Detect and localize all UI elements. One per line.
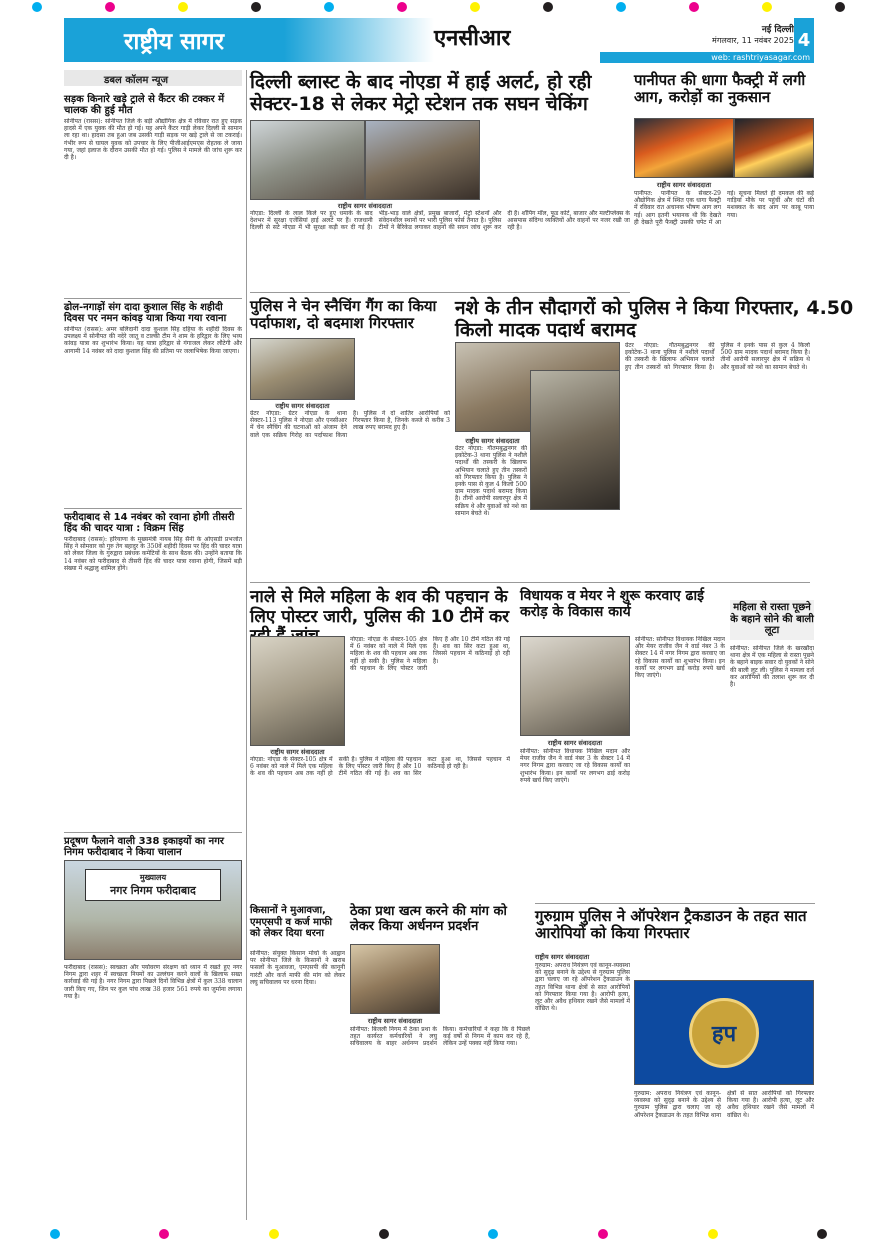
center-s6-caption: राष्ट्रीय सागर संवाददाता [367,1017,423,1025]
center-s1-body: नोएडा: दिल्ली के लाल किले पर हुए धमाके के बाद देशभर में सुरक्षा एजेंसियां हाई अलर्ट पर हैं। राजधानी दिल्ली से सटे नोएडा में भी सुरक्षा कड़ी कर दी गई है। भीड़-भाड़ वाले क्षेत्रों, प्रमुख बाजारों, मेट्रो स्टेशनों और संवेदनशील स्थानों पर भारी पुलिस फोर्स तैनात है। पुलिस टीमों ने बैरिकेड लगाकर वाहनों की सघन जांच शुरू कर दी है। शॉपिंग मॉल, फूड कोर्ट, बाजार और मल्टीप्लेक्स के आसपास संदिग्ध व्यक्तियों और वाहनों पर नजर रखी जा रही है। [250,210,630,232]
left-s2-title: ढोल-नगाड़ों संग दादा कुशाल सिंह के शहीदी दिवस पर नमन कांवड़ यात्रा किया गया रवाना [64,302,227,324]
page-number: 4 [794,18,814,62]
police-emblem-photo [634,980,814,1085]
center-s4-caption: राष्ट्रीय सागर संवाददाता [270,748,325,756]
paper-logo: राष्ट्रीय सागर [64,18,284,62]
center-s4-body: नोएडा: नोएडा के सेक्टर-105 क्षेत्र में 6 नवंबर को नाले में मिले एक महिला के शव की पहचान अब तक नहीं हो सकी है। पुलिस ने महिला की पहचान के लिए पोस्टर जारी किए हैं और 10 टीमें गठित की गई हैं। शव का सिर कटा हुआ था, जिससे पहचान में कठिनाई हो रही है। [250,756,510,778]
center-s3-title: नशे के तीन सौदागरों को पुलिस ने किया गिरफ्तार, 4.50 किलो मादक पदार्थ बरामद [455,297,854,341]
center-s4-body-top: नोएडा: नोएडा के सेक्टर-105 क्षेत्र में 6 नवंबर को नाले में मिले एक महिला के शव की पहचान अब तक नहीं हो सकी है। पुलिस ने महिला की पहचान के लिए पोस्टर जारी किए हैं और 10 टीमें गठित की गई हैं। शव का सिर कटा हुआ था, जिससे पहचान में कठिनाई हो रही है। [350,636,510,672]
right-s1-caption: राष्ट्रीय सागर संवाददाता [656,181,712,189]
center-s3-photo-2 [530,370,620,510]
center-s4-title: नाले से मिले महिला के शव की पहचान के लिए पोस्टर जारी, पुलिस की 10 टीमें कर [250,587,510,627]
bottom-color-strip [0,1226,877,1241]
divider [535,903,815,904]
masthead-meta [674,22,794,46]
right-s4-body-cont: गुरुग्राम: अपराध नियंत्रण एवं कानून-व्यवस्था को सुदृढ़ बनाने के उद्देश्य से गुरुग्राम पुलिस द्वारा चलाए जा रहे ऑपरेशन ट्रैकडाउन के तहत विभिन्न थाना क्षेत्रों से सात आरोपियों को गिरफ्तार किया गया है। आरोपी हत्या, लूट और अवैध हथियार रखने जैसे मामलों में वांछित थे। [634,1090,814,1119]
center-s6-body: सोनीपत: बिजली निगम में ठेका प्रथा के तहत कार्यरत कर्मचारियों ने लघु सचिवालय के बाहर अर्धनग्न प्रदर्शन किया। कर्मचारियों ने कहा कि वे पिछले कई वर्षों से निगम में काम कर रहे हैं, लेकिन उन्हें पक्का नहीं किया गया। [350,1026,530,1048]
divider [64,508,242,509]
left-s3-body: फरीदाबाद (रासस): हरियाणा के मुख्यमंत्री नायब सिंह सैनी के ओएसडी प्रभजोत सिंह ने सोमवार को गुरु तेग बहादुर के 350वें शहीदी दिवस पर हिंद की चादर यात्रा को लेकर जिला के गुरुद्वारा प्रबंधक कमेटियों के साथ बैठक की। उन्होंने बताया कि 14 नवंबर को फरीदाबाद से तीसरी हिंद की चादर यात्रा रवाना होगी, जिसमें बड़ी संख्या में श्रद्धालु शामिल होंगे। [64,536,242,572]
photo-sign: मुख्यालय नगर निगम फरीदाबाद [85,869,221,901]
right-s3-body: सोनीपत: सोनीपत जिले के खरखौदा थाना क्षेत्र में एक महिला से रास्ता पूछने के बहाने बाइक सवार दो युवकों ने सोने की बाली लूट ली। पुलिस ने मामला दर्ज कर आरोपियों की तलाश शुरू कर दी है। [730,645,814,689]
right-s1-title: पानीपत की धागा फैक्ट्री में लगी आग, करोड़ों का नुकसान [634,71,806,107]
date: मंगलवार, 11 नवंबर 2025 [712,36,794,45]
center-s2-caption: राष्ट्रीय सागर संवाददाता [275,402,330,410]
center-s5-body: सोनीपत: संयुक्त किसान मोर्चा के आह्वान पर सोनीपत जिले के किसानों ने खराब फसलों के मुआवजा, एमएसपी की कानूनी गारंटी और कर्ज माफी की मांग को लेकर लघु सचिवालय पर धरना दिया। [250,950,345,986]
center-s1-photo [250,120,365,200]
column-label: डबल कॉलम न्यूज [64,70,242,86]
center-s1-photo-2 [365,120,480,200]
left-s3-title: फरीदाबाद से 14 नवंबर को रवाना होगी तीसरी हिंद की चादर यात्रा : विक्रम सिंह [64,512,235,534]
right-s2-body: सोनीपत: सोनीपत विधायक निखिल मदान और मेयर राजीव जैन ने वार्ड नंबर 3 के सेक्टर 14 में नगर निगम द्वारा करवाए जा रहे विकास कार्यों का शुभारंभ किया। इन कार्यों पर लगभग ढाई करोड़ रुपये खर्च किए जाएंगे। [520,748,630,784]
section-title: एनसीआर [434,25,511,51]
center-s1-title: दिल्ली ब्लास्ट के बाद नोएडा में हाई अलर्ट, हो रही सेक्टर-18 से लेकर मेट्रो स्टेशन तक सघन चेकिंग [250,71,592,115]
left-s1-title: सड़क किनारे खड़े ट्राले से कैंटर की टक्कर में चालक की हुई मौत [64,94,225,116]
left-s2-body: सोनीपत (रासस): अमर बलिदानी दादा कुशाल सिंह दहिया के शहीदी दिवस के उपलक्ष्य में सोनीपत की नदेरे जातू व टाल्की टीम ने शाम के हरिद्वार के लिए भव्य कांवड़ यात्रा का शुभारंभ किया। यह यात्रा हरिद्वार से गंगाजल लेकर लौटेगी और आगामी 14 नवंबर को दादा कुशाल सिंह की प्रतिमा पर जलाभिषेक किया जाएगा। [64,326,242,355]
haryana-police-badge: हप [689,998,759,1068]
right-s4-body: गुरुग्राम: अपराध नियंत्रण एवं कानून-व्यवस्था को सुदृढ़ बनाने के उद्देश्य से गुरुग्राम पुलिस द्वारा चलाए जा रहे ऑपरेशन ट्रैकडाउन के तहत विभिन्न थाना क्षेत्रों से सात आरोपियों को गिरफ्तार किया गया है। आरोपी हत्या, लूट और अवैध हथियार रखने जैसे मामलों में वांछित थे। [535,962,630,1013]
left-s4-body: फरीदाबाद (रासस): स्वच्छता और पर्यावरण संरक्षण को ध्यान में रखते हुए नगर निगम द्वारा शहर में स्वच्छता नियमों का उल्लंघन करने वालों के खिलाफ सख्त कार्रवाई की गई है। नगर निगम द्वारा पिछले दिनों विभिन्न क्षेत्रों में कुल 338 चालान जारी किए गए, जिन पर कुल पांच लाख 38 हजार 561 रुपये का जुर्माना लगाया गया है। [64,964,242,1000]
center-s2-body: ग्रेटर नोएडा: ग्रेटर नोएडा के थाना सेक्टर-113 पुलिस ने नोएडा और एनसीआर में चेन स्नैचिंग की घटनाओं को अंजाम देने वाले एक सक्रिय गिरोह का पर्दाफाश किया है। पुलिस ने दो शातिर आरोपियों को गिरफ्तार किया है, जिनके कब्जे से करीब 3 लाख रुपए बरामद हुए हैं। [250,410,450,439]
right-s2-body-cont: सोनीपत: सोनीपत विधायक निखिल मदान और मेयर राजीव जैन ने वार्ड नंबर 3 के सेक्टर 14 में नगर निगम द्वारा करवाए जा रहे विकास कार्यों का शुभारंभ किया। इन कार्यों पर लगभग ढाई करोड़ रुपये खर्च किए जाएंगे। [635,636,725,680]
center-s5-title: किसानों ने मुआवजा, एमएसपी व कर्ज माफी को लेकर दिया धरना [250,905,333,939]
left-s1-body: सोनीपत (रासस): सोनीपत जिले के बड़ी औद्योगिक क्षेत्र में रविवार रात हुए सड़क हादसे में एक युवक की मौत हो गई। यह अपने कैंटर गाड़ी लेकर दिल्ली से सामान ला रहा था। हादसा तब हुआ जब उसकी गाड़ी सड़क पर खड़े ट्राले से जा टकराई। गंभीर रूप से घायल युवक को उपचार के लिए पीजीआईएमएस रोहतक ले जाया गया, जहां इलाज के दौरान उसकी मौत हो गई। पुलिस ने मामले की जांच शुरू कर दी है। [64,118,242,162]
divider [250,292,630,293]
center-s2-title: पुलिस ने चेन स्नैचिंग गैंग का किया पर्दाफाश, दो बदमाश गिरफ्तार [250,297,437,333]
right-s2-photo [520,636,630,736]
city: नई दिल्ली [761,25,794,35]
left-s4-photo [64,860,242,960]
right-s3-title-box [730,600,814,640]
center-s4-photo [250,636,345,746]
right-s4-title: गुरुग्राम पुलिस ने ऑपरेशन ट्रैकडाउन के तहत सात आरोपियों को किया गिरफ्तार [535,907,807,943]
center-s3-caption: राष्ट्रीय सागर संवाददाता [465,437,520,445]
column-rule [246,70,247,1220]
right-s2-title: विधायक व मेयर ने शुरू करवाए ढाई करोड़ के विकास कार्य [520,588,704,621]
center-s2-photo [250,338,355,400]
right-s2-caption: राष्ट्रीय सागर संवाददाता [547,739,603,747]
center-s1-caption: राष्ट्रीय सागर संवाददाता [337,202,393,210]
website: web: rashtriyasagar.com [600,52,814,63]
center-s3-body-cont: ग्रेटर नोएडा: गौतमबुद्धनगर की इकोटेक-3 थाना पुलिस ने नशीले पदार्थों की तस्करी के खिलाफ अभियान चलाते हुए तीन तस्करों को गिरफ्तार किया है। पुलिस ने इनके पास से कुल 4 किलो 500 ग्राम मादक पदार्थ बरामद किया है। तीनों आरोपी सलारपुर क्षेत्र में सक्रिय थे और युवाओं को नशे का सामान बेचते थे। [625,342,810,371]
masthead-decoration [284,18,434,62]
right-s1-photo-2 [734,118,814,178]
divider [250,582,810,583]
left-s4-title: प्रदूषण फैलाने वाली 338 इकाइयों का नगर निगम फरीदाबाद ने किया चालान [64,836,224,858]
divider [64,832,242,833]
center-s6-photo [350,944,440,1014]
right-s3-title: महिला से रास्ता पूछने के बहाने सोने की बाली लूटा [730,602,814,636]
divider [64,298,242,299]
right-s4-caption: राष्ट्रीय सागर संवाददाता [535,953,590,961]
top-color-strip [0,0,877,14]
center-s3-body: ग्रेटर नोएडा: गौतमबुद्धनगर की इकोटेक-3 थाना पुलिस ने नशीले पदार्थों की तस्करी के खिलाफ अभियान चलाते हुए तीन तस्करों को गिरफ्तार किया है। पुलिस ने इनके पास से कुल 4 किलो 500 ग्राम मादक पदार्थ बरामद किया है। तीनों आरोपी सलारपुर क्षेत्र में सक्रिय थे और युवाओं को नशे का सामान बेचते थे। [455,445,527,517]
right-s1-body: पानीपत: पानीपत के सेक्टर-29 औद्योगिक क्षेत्र में स्थित एक धागा फैक्ट्री में रविवार रात अचानक भीषण आग लग गई। आग इतनी भयानक थी कि देखते ही देखते पूरी फैक्ट्री उसकी चपेट में आ गई। सूचना मिलते ही दमकल की कई गाड़ियां मौके पर पहुंचीं और घंटों की मशक्कत के बाद आग पर काबू पाया गया। [634,190,814,226]
right-s1-photo [634,118,734,178]
center-s6-title: ठेका प्रथा खत्म करने की मांग को लेकर किया अर्धनग्न प्रदर्शन [350,904,507,934]
